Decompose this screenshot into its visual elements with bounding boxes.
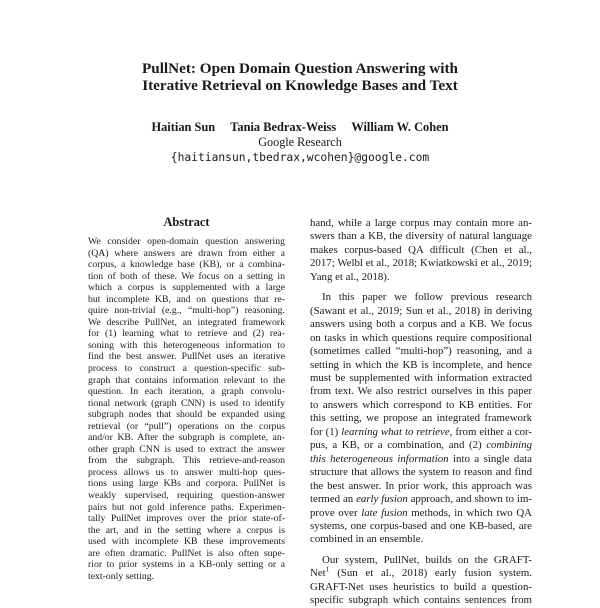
text-run: (Sun et al., 2018) early fusion system. [329, 567, 532, 580]
text-line: setting in which the KB is incomplete, and hence [310, 358, 532, 371]
text-line: from text. We also restrict ourselves in this paper [310, 385, 532, 398]
text-run: into a single data [448, 452, 532, 465]
text-run: , from either a cor- [449, 425, 532, 438]
intro-paragraph-2 [310, 291, 532, 547]
text-line: Our system, PullNet, builds on the GRAFT- [322, 553, 532, 566]
text-line: tional network (graph CNN) is used to identify [88, 397, 285, 409]
text-run: methods, in which two QA [407, 506, 532, 519]
text-line: (sometimes called “multi-hop”) reasoning, and a [310, 345, 532, 358]
author-emails: {haitiansun,tbedrax,wcohen}@google.com [170, 151, 430, 164]
text-line: specific subgraph which contains sentences from [310, 594, 532, 607]
text-line: from the subgraph. This retrieve-and-reason [88, 455, 285, 467]
text-line: for (1) learning what to retrieve and (2) rea- [88, 328, 285, 340]
text-line: tion of both of these. We focus on a setting in [88, 270, 285, 282]
emphasis-text: this heterogeneous information [310, 452, 449, 465]
text-line: (QA) where answers are drawn from either a [88, 247, 285, 259]
text-line: quire non-trivial (e.g., “multi-hop”) reasoning. [88, 305, 285, 317]
right-column [310, 217, 532, 608]
text-run: approach, and shown to im- [407, 493, 532, 506]
author-1: Haitian Sun [151, 120, 216, 134]
text-line: this setting, we propose an integrated framework [310, 412, 532, 425]
text-line: the best answer. In prior work, this approach was [310, 479, 532, 492]
text-line: process allows us to answer multi-hop ques- [88, 466, 285, 478]
text-line: to answers which correspond to KB entities. For [310, 398, 532, 411]
text-line: In this paper we follow previous research [322, 291, 532, 304]
abstract-body [88, 236, 285, 582]
text-line: other graph CNN is used to extract the answer [88, 443, 285, 455]
author-2: Tania Bedrax-Weiss [230, 120, 337, 134]
intro-paragraph-continued [310, 217, 532, 284]
text-line: combined in an ensemble. [310, 533, 424, 546]
text-line: subgraph nodes that should be expanded using [88, 409, 285, 421]
emphasis-text: early fusion [356, 493, 408, 506]
text-line: Yang et al., 2018). [310, 270, 390, 283]
text-line [310, 507, 532, 520]
text-line: We consider open-domain question answering [88, 236, 285, 247]
text-line: are often dramatic. PullNet is also often supe- [88, 547, 285, 559]
text-line: We describe PullNet, an integrated framework [88, 316, 285, 328]
intro-paragraph-3 [310, 554, 532, 608]
text-line: which a corpus is supplemented with a large [88, 282, 285, 294]
text-line: 2017; Welbl et al., 2018; Kwiatkowski et al., 2019; [310, 257, 532, 270]
text-line: answers using both a corpus and a KB. We focus [310, 318, 532, 331]
text-line: swers than a KB, the diversity of natural language [310, 230, 532, 243]
author-list [0, 120, 600, 135]
text-line: on tasks in which questions require compositional [310, 331, 532, 344]
text-line: retrieval (or “pull”) operations on the corpus [88, 420, 285, 432]
text-line [310, 453, 532, 466]
text-run: termed an [310, 493, 357, 506]
text-line: the art, and in the setting where a corpus is [88, 524, 285, 536]
emphasis-text: late fusion [361, 506, 408, 519]
text-run: pus, a KB, or a combination, and (2) [310, 439, 487, 452]
text-run: Net [310, 567, 326, 580]
title-line-2: Iterative Retrieval on Knowledge Bases and Text [142, 77, 458, 94]
text-run: for (1) [310, 425, 342, 438]
text-line: text-only setting. [88, 570, 155, 582]
text-run: prove over [310, 506, 362, 519]
text-line: weakly supervised, requiring question-answer [88, 490, 285, 502]
text-line: used with incomplete KB these improvements [88, 536, 285, 548]
text-line: tions using large KBs and corpora. PullNet is [88, 478, 285, 490]
text-line [310, 426, 532, 439]
text-line: rior to prior systems in a KB-only setting or a [88, 559, 285, 571]
text-line: question. In each iteration, a graph convolu- [88, 386, 285, 398]
text-line: makes corpus-based QA difficult (Chen et al., [310, 243, 532, 256]
emphasis-text: combining [486, 439, 532, 452]
text-line [310, 564, 532, 580]
text-line: graph that contains information relevant to the [88, 374, 285, 386]
text-line: (Sawant et al., 2019; Sun et al., 2018) in deriving [310, 304, 532, 317]
author-3: William W. Cohen [351, 120, 449, 134]
paper-title [0, 60, 600, 94]
text-line: must be supplemented with information extracted [310, 371, 532, 384]
text-line: and/or KB. After the subgraph is complete, an- [88, 432, 285, 444]
text-line: process to construct a question-specific sub- [88, 363, 285, 375]
text-line: systems, one corpus-based and one KB-based, are [310, 519, 532, 532]
text-line [310, 493, 532, 506]
footnote-marker: 1 [325, 564, 330, 574]
text-line: pairs but not gold inference paths. Experimen- [88, 501, 285, 513]
emphasis-text: learning what to retrieve [341, 425, 450, 438]
text-line: hand, while a large corpus may contain more an- [310, 217, 532, 229]
text-line: tally PullNet improves over the prior state-of- [88, 513, 285, 525]
text-line: GRAFT-Net uses heuristics to build a question- [310, 580, 532, 593]
text-line: find the best answer. PullNet uses an iterative [88, 351, 285, 363]
text-line: but incomplete KB, and on questions that re- [88, 293, 285, 305]
text-line [310, 439, 532, 452]
text-line: structure that allows the system to reason and find [310, 466, 532, 479]
abstract-heading: Abstract [163, 215, 210, 229]
affiliation: Google Research [258, 135, 342, 149]
title-line-1: PullNet: Open Domain Question Answering with [141, 60, 458, 77]
text-line: corpus, a knowledge base (KB), or a combina- [88, 259, 285, 271]
text-line: soning with this heterogeneous information to [88, 339, 285, 351]
